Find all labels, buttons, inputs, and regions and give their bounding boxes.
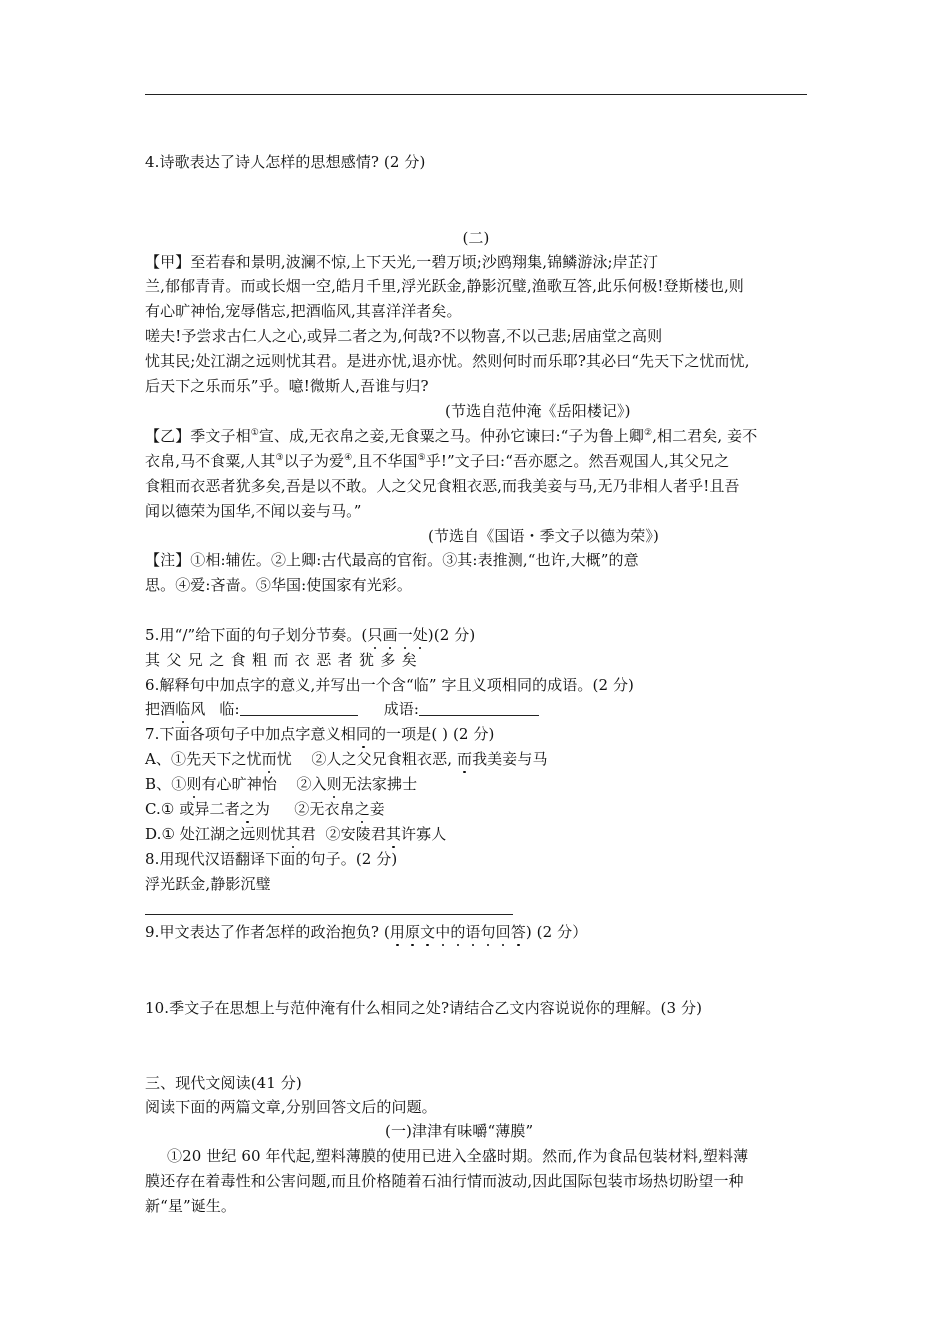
note-ref-5: ⑤ [417, 453, 426, 463]
q7-option-a [145, 749, 548, 769]
jia-source: (节选自范仲淹《岳阳楼记》) [445, 402, 631, 420]
question-9 [145, 922, 587, 942]
yi-text: ,且不华国 [352, 452, 418, 470]
article-title: (一)津津有味嚼“薄膜” [385, 1122, 534, 1140]
paragraph-1-line-3: 新“星”诞生。 [145, 1197, 237, 1215]
question-7 [145, 724, 495, 744]
q5-text: 5.用“/”给下面的句子划分节奏。( [145, 626, 368, 644]
yi-text: 衣帛,马不食粟,人其 [145, 452, 276, 470]
dotted-char: 只 [367, 626, 383, 644]
q7-text: 的一项是( ) (2 分) [370, 725, 495, 743]
q8-answer-line[interactable] [145, 914, 513, 915]
option-text: 我美妾与马 [472, 750, 548, 768]
dotted-char: 之 [239, 800, 255, 818]
dotted-char: 回 [495, 923, 511, 941]
dotted-char: 文 [420, 923, 436, 941]
dotted-char: 而 [261, 750, 277, 768]
meaning-blank[interactable] [240, 700, 358, 716]
yi-text: 宣、成,无衣帛之妾,无食粟之马。仲孙它谏曰:“子为鲁上卿 [258, 427, 644, 445]
yi-text: 乎!”文子曰:“吾亦愿之。然吾观国人,其父兄之 [425, 452, 730, 470]
dotted-char: 其 [385, 825, 402, 843]
note-ref-3: ③ [275, 453, 284, 463]
question-6: 6.解释句中加点字的意义,并写出一个含“临” 字且义项相同的成语。(2 分) [145, 676, 635, 694]
option-text: A、①先天下之忧 [145, 750, 262, 768]
question-10: 10.季文子在思想上与范仲淹有什么相同之处?请结合乙文内容说说你的理解。(3 分) [145, 999, 703, 1017]
option-text: 妾 [369, 800, 385, 818]
idiom-blank[interactable] [419, 700, 539, 716]
section-3-title: 三、现代文阅读(41 分) [145, 1074, 302, 1092]
option-text: D.① 处江湖之远则忧 [145, 825, 286, 843]
paragraph-1-line-1: ①20 世纪 60 年代起,塑料薄膜的使用已进入全盛时期。然而,作为食品包装材料,塑料薄 [167, 1147, 749, 1165]
section-3-instruction: 阅读下面的两篇文章,分别回答文后的问题。 [145, 1098, 437, 1116]
option-text: 许寡人 [401, 825, 447, 843]
section-2-title: (二) [462, 229, 490, 247]
option-text: 有心旷神怡 ②入 [201, 775, 327, 793]
dotted-char: 其 [285, 825, 301, 843]
yi-line-2 [145, 451, 729, 471]
jia-line-4: 嗟夫!予尝求古仁人之心,或异二者之为,何哉?不以物喜,不以己悲;居庙堂之高则 [145, 327, 663, 345]
q8-sentence: 浮光跃金,静影沉璧 [145, 875, 271, 893]
dotted-char: 句 [480, 923, 496, 941]
option-text: C.① 或异二者 [145, 800, 240, 818]
dotted-char: 用 [389, 923, 405, 941]
q6-phrase: 风 [190, 700, 206, 718]
jia-line-1: 【甲】至若春和景明,波澜不惊,上下天光,一碧万顷;沙鸥翔集,锦鳞游泳;岸芷汀 [145, 253, 658, 271]
dotted-char: 临 [175, 700, 191, 718]
yi-text: 以子为爱 [283, 452, 345, 470]
q5-text: )(2 分) [427, 626, 476, 644]
dotted-char: 同 [355, 725, 371, 743]
dotted-char: 则 [186, 775, 202, 793]
option-text: 君 ②安陵君 [300, 825, 386, 843]
q9-text: ) (2 分） [525, 923, 588, 941]
notes-line-1: 【注】①相:辅佐。②上卿:古代最高的官衔。③其:表推测,“也许,大概”的意 [145, 551, 639, 569]
note-ref-1: ① [250, 428, 259, 438]
dotted-char: 语 [465, 923, 481, 941]
notes-line-2: 思。④爱:吝啬。⑤华国:使国家有光彩。 [145, 576, 413, 594]
dotted-char: 处 [412, 626, 428, 644]
option-text: B、① [145, 775, 187, 793]
q5-sentence: 其父兄之食粗而衣恶者犹多矣 [145, 651, 424, 669]
jia-line-3: 有心旷神怡,宠辱偕忘,把酒临风,其喜洋洋者矣。 [145, 302, 462, 320]
jia-line-5: 忧其民;处江湖之远则忧其君。是进亦忧,退亦忧。然则何时而乐耶?其必曰“先天下之忧而忧, [145, 352, 750, 370]
dotted-char: 中 [435, 923, 451, 941]
question-5 [145, 625, 475, 645]
q6-phrase: 把酒 [145, 700, 176, 718]
question-8: 8.用现代汉语翻译下面的句子。(2 分) [145, 850, 398, 868]
note-ref-4: ④ [344, 453, 353, 463]
q9-text: 9.甲文表达了作者怎样的政治抱负? ( [145, 923, 390, 941]
option-text: 忧 ②人之父兄食粗衣恶, [276, 750, 457, 768]
dotted-char: 之 [354, 800, 370, 818]
jia-line-2: 兰,郁郁青青。而或长烟一空,皓月千里,浮光跃金,静影沉璧,渔歌互答,此乐何极!登斯楼也,则 [145, 277, 744, 295]
yi-line-3: 食粗而衣恶者犹多矣,吾是以不敢。人之父兄食粗衣恶,而我美妾与马,无乃非相人者乎!且吾 [145, 477, 740, 495]
paragraph-1-line-2: 膜还存在着毒性和公害问题,而且价格随着石油行情而波动,因此国际包装市场热切盼望一种 [145, 1172, 744, 1190]
dotted-char: 一 [397, 626, 413, 644]
q7-option-d [145, 824, 446, 844]
yi-text: ,相二君矣, 妾不 [652, 427, 758, 445]
yi-text: 【乙】季文子相 [145, 427, 251, 445]
dotted-char: 的 [450, 923, 466, 941]
note-ref-2: ② [643, 428, 653, 438]
q7-text: 7.下面各项句子中加点字意义相 [145, 725, 356, 743]
q7-option-c [145, 799, 385, 819]
question-4: 4.诗歌表达了诗人怎样的思想感情? (2 分) [145, 153, 426, 171]
jia-line-6: 后天下之乐而乐”乎。噫!微斯人,吾谁与归? [145, 377, 429, 395]
yi-source: (节选自《国语・季文子以德为荣》) [428, 527, 659, 545]
option-text: 为 ②无衣帛 [254, 800, 355, 818]
header-rule [145, 94, 807, 95]
q6-answer-row [145, 699, 539, 719]
q6-idiom-label: 成语: [383, 700, 420, 718]
dotted-char: 原 [404, 923, 421, 941]
dotted-char: 而 [456, 750, 473, 768]
dotted-char: 答 [510, 923, 526, 941]
q7-option-b [145, 774, 417, 794]
q6-meaning-label: 临: [219, 700, 240, 718]
yi-line-4: 闻以德荣为国华,不闻以妾与马。” [145, 502, 362, 520]
dotted-char: 画 [382, 626, 398, 644]
yi-line-1 [145, 426, 757, 446]
dotted-char: 则 [326, 775, 342, 793]
option-text: 无法家拂士 [341, 775, 418, 793]
